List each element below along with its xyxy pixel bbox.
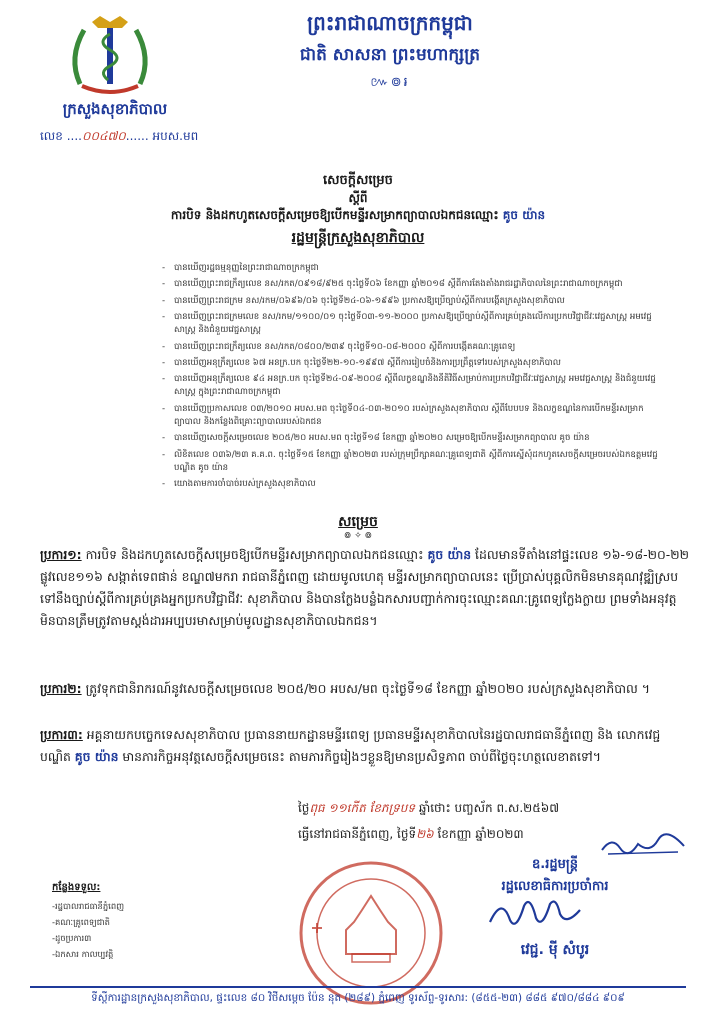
national-motto: ជាតិ សាសនា ព្រះមហាក្សត្រ bbox=[299, 45, 481, 65]
lunar-date bbox=[298, 800, 698, 818]
citation-item: - បានឃើញអនុក្រឹត្យលេខ ៦៧ អនក្រ.បក ចុះថ្ងៃទី២២-១០-១៩៩៧ ស្តីពីការរៀបចំនិងការប្រព្រឹត្តទៅរបស់ក្រសួងសុខាភិបាល bbox=[162, 357, 662, 370]
article-3-text-continued: មានភារកិច្ចអនុវត្តសេចក្តីសម្រេចនេះ តាមភារកិច្ចរៀងៗខ្លួនឱ្យមានប្រសិទ្ធភាព ចាប់ពីថ្ងៃចុះហត្ថលេខាតទៅ។ bbox=[118, 749, 601, 764]
footer-address: ទីស្តីការដ្ឋានក្រសួងសុខាភិបាល, ផ្ទះលេខ ៨០ វិថីសម្តេច ប៉ែន នុត (២៨៩) ភ្នំពេញ ទូរស័ព្ទ-ទូរសារ: (៨៥៥-២៣) ៨៨៥ ៩៧០/៨៨៤ ៩០៩ bbox=[91, 992, 625, 1004]
document-subject bbox=[0, 207, 716, 225]
article-2 bbox=[40, 678, 690, 700]
recipient-item: -ឯកសារ កាលប្បវត្តិ bbox=[52, 949, 114, 959]
recipients-title: កន្លែងទទួល: bbox=[52, 882, 101, 893]
issuing-authority: រដ្ឋមន្ត្រីក្រសួងសុខាភិបាល bbox=[291, 230, 425, 246]
ministry-logo bbox=[62, 14, 158, 98]
reference-suffix: អបស.មព bbox=[152, 129, 199, 143]
citation-item: - លិខិតលេខ ០៣៦/២៣ គ.គ.ព. ចុះថ្ងៃទី១៥ ខែកញ្ញា ឆ្នាំ២០២៣ របស់ក្រុមប្រឹក្សាគណៈគ្រូពេទ្យជាតិ ស្តីពីការស្នើសុំដកហូតសេចក្តីសម្រេចរបស់ឯកឧត្តមវេជ្ជបណ្ឌិត គូច យ៉ាន bbox=[162, 449, 662, 475]
article-2-label: ប្រការ២: bbox=[40, 681, 82, 696]
citation-item: - បានឃើញអនុក្រឹត្យលេខ ៩៤ អនក្រ.បក ចុះថ្ងៃទី២៤-០៩-២០០៨ ស្តីពីលក្ខខណ្ឌនិងនីតិវិធីសម្រាប់ការប្រកបវិជ្ជាជីវៈវេជ្ជសាស្ត្រ អមវេជ្ជសាស្ត្រ និងជំនួយវេជ្ជសាស្ត្រ ក្នុងព្រះរាជាណាចក្រកម្ពុជា bbox=[162, 373, 662, 399]
subject-clinic-name: គូច យ៉ាន bbox=[502, 208, 546, 222]
citation-item: - បានឃើញព្រះរាជក្រមលេខ នស/រកម/១១០០/០១ ចុះថ្ងៃទី០៣-១១-២០០០ ប្រកាសឱ្យប្រើច្បាប់ស្តីពីការគ្រប់គ្រងលើការប្រកបវិជ្ជាជីវៈវេជ្ជសាស្ត្រ អមវេជ្ជសាស្ត្រ និងជំនួយវេជ្ជសាស្ត្រ bbox=[162, 311, 662, 337]
solar-date-fill: ២៦ bbox=[416, 827, 434, 841]
solar-date-suffix: ខែកញ្ញា ឆ្នាំ២០២៣ bbox=[437, 827, 524, 841]
signatory-name: វេជ្ជ. ម៉ី សំបូរ bbox=[520, 942, 590, 958]
footer-divider bbox=[30, 986, 686, 988]
recipient-item: -ដូចប្រការ៣ bbox=[52, 933, 92, 943]
lunar-date-prefix: ថ្ងៃ bbox=[298, 801, 310, 815]
article-3-name: គូច យ៉ាន bbox=[74, 749, 119, 764]
reference-number: លេខ ....០០៤៧០...... អបស.មព bbox=[40, 129, 199, 143]
article-1-name: គូច យ៉ាន bbox=[427, 547, 472, 562]
recipient-item: -រដ្ឋបាលរាជធានីភ្នំពេញ bbox=[52, 901, 125, 911]
article-3-text: អគ្គនាយកបច្ចេកទេសសុខាភិបាល ប្រធាននាយកដ្ឋានមន្ទីរពេទ្យ ប្រធានមន្ទីរសុខាភិបាលនៃរដ្ឋបាលរាជធានីភ្នំពេញ និង លោកវេជ្ជបណ្ឌិត bbox=[40, 727, 661, 764]
subject-text: ការបិទ និងដកហូតសេចក្តីសម្រេចឱ្យបើកមន្ទីរសម្រាកព្យាបាលឯកជនឈ្មោះ bbox=[170, 208, 499, 222]
reference-prefix: លេខ bbox=[40, 129, 63, 143]
header-ornament: ៚៙៛ bbox=[370, 75, 410, 90]
signatory-title: ឧ.រដ្ឋមន្ត្រី bbox=[532, 857, 578, 872]
recipients-list bbox=[52, 898, 124, 962]
solar-date-prefix: ធ្វើនៅរាជធានីភ្នំពេញ, ថ្ងៃទី bbox=[298, 827, 417, 841]
citation-item: - បានឃើញសេចក្តីសម្រេចលេខ ២០៥/២០ អបស.មព ចុះថ្ងៃទី១៨ ខែកញ្ញា ឆ្នាំ២០២០ សម្រេចឱ្យបើកមន្ទីរសម្រាកព្យាបាល គូច យ៉ាន bbox=[162, 432, 662, 445]
lunar-date-suffix: ឆ្នាំថោះ បញ្ចស័ក ព.ស.២៥៦៧ bbox=[418, 801, 560, 815]
article-1-text: ការបិទ និងដកហូតសេចក្តីសម្រេចឱ្យបើកមន្ទីរសម្រាកព្យាបាលឯកជនឈ្មោះ bbox=[81, 547, 428, 562]
citation-item: - បានឃើញប្រកាសលេខ ០៣/២០១០ អបស.មព ចុះថ្ងៃទី០៤-០៣-២០១០ របស់ក្រសួងសុខាភិបាល ស្តីពីបែបបទ និងលក្ខខណ្ឌនៃការបើកមន្ទីរសម្រាកព្យាបាល និងកន្លែងពិគ្រោះព្យាបាលរបស់ឯកជន bbox=[162, 403, 662, 429]
article-1-label: ប្រការ១: bbox=[40, 547, 82, 562]
kingdom-heading: ព្រះរាជាណាចក្រកម្ពុជា bbox=[307, 11, 473, 35]
signatory-position: រដ្ឋលេខាធិការប្រចាំការ bbox=[501, 879, 609, 894]
document-title: សេចក្តីសម្រេច bbox=[323, 173, 393, 188]
article-3-label: ប្រការ៣: bbox=[40, 727, 83, 742]
handwritten-signature bbox=[480, 892, 600, 936]
citation-item: - បានឃើញព្រះរាជក្រម នស/រកម/០៦៩៦/០៦ ចុះថ្ងៃទី២៤-០៦-១៩៩៦ ប្រកាសឱ្យប្រើច្បាប់ស្តីពីការបង្កើតក្រសួងសុខាភិបាល bbox=[162, 295, 662, 308]
article-2-text: ត្រូវទុកជានិរាករណ៍នូវសេចក្តីសម្រេចលេខ ២០៥/២០ អបស/មព ចុះថ្ងៃទី១៨ ខែកញ្ញា ឆ្នាំ២០២០ របស់ក្រសួងសុខាភិបាល ។ bbox=[81, 681, 650, 696]
article-1-text-continued: ដែលមានទីតាំងនៅផ្ទះលេខ ១៦-១៨-២០-២២ ផ្លូវលេខ១១៦ សង្កាត់ទេពផាន់ ខណ្ឌ៧មករា រាជធានីភ្នំពេញ ដោយមូលហេតុ មន្ទីរសម្រាកព្យាបាលនេះ ប្រើប្រាស់បុគ្គលិកមិនមានគុណវុឌ្ឍិស្របទៅនឹងច្បាប់ស្តីពីការគ្រប់គ្រងអ្នកប្រកបវិជ្ជាជីវៈ សុខាភិបាល និងបានក្លែងបន្លំឯកសារបញ្ជាក់ការចុះឈ្មោះគណៈគ្រូពេទ្យក្លែងក្លាយ ព្រមទាំងអនុវត្តមិនបានត្រឹមត្រូវតាមស្តង់ដារអប្បបរមាសម្រាប់មូលដ្ឋានសុខាភិបាលឯកជន។ bbox=[40, 547, 690, 628]
recipient-item: -គណៈគ្រូពេទ្យជាតិ bbox=[52, 917, 111, 927]
lunar-date-fill: ពុធ ១១កើត ខែភទ្របទ bbox=[309, 801, 415, 815]
citation-item: - បានឃើញព្រះរាជក្រឹត្យលេខ នស/រកត/០៨០០/២៣៩ ចុះថ្ងៃទី១០-០៨-២០០០ ស្តីពីការបង្កើតគណៈគ្រូពេទ្យ bbox=[162, 341, 662, 354]
article-1 bbox=[40, 544, 690, 632]
citation-item: - យោងតាមការចាំបាច់របស់ក្រសួងសុខាភិបាល bbox=[162, 478, 662, 491]
ministry-name: ក្រសួងសុខាភិបាល bbox=[62, 100, 168, 118]
citation-item: - បានឃើញរដ្ឋធម្មនុញ្ញនៃព្រះរាជាណាចក្រកម្ពុជា bbox=[162, 262, 662, 275]
decision-ornament: ៙ ✧ ៙ bbox=[343, 531, 373, 541]
document-subtitle: ស្តីពី bbox=[348, 191, 368, 205]
citations-list bbox=[162, 262, 662, 494]
reference-number-value: ០០៤៧០ bbox=[81, 129, 126, 143]
citation-item: - បានឃើញព្រះរាជក្រឹត្យលេខ នស/រកត/០៩១៨/៩២៥ ចុះថ្ងៃទី០៦ ខែកញ្ញា ឆ្នាំ២០១៨ ស្តីពីការតែងតាំងរាជរដ្ឋាភិបាលនៃព្រះរាជាណាចក្រកម្ពុជា bbox=[162, 278, 662, 291]
article-3 bbox=[40, 724, 690, 768]
decision-heading: សម្រេច bbox=[338, 514, 378, 530]
